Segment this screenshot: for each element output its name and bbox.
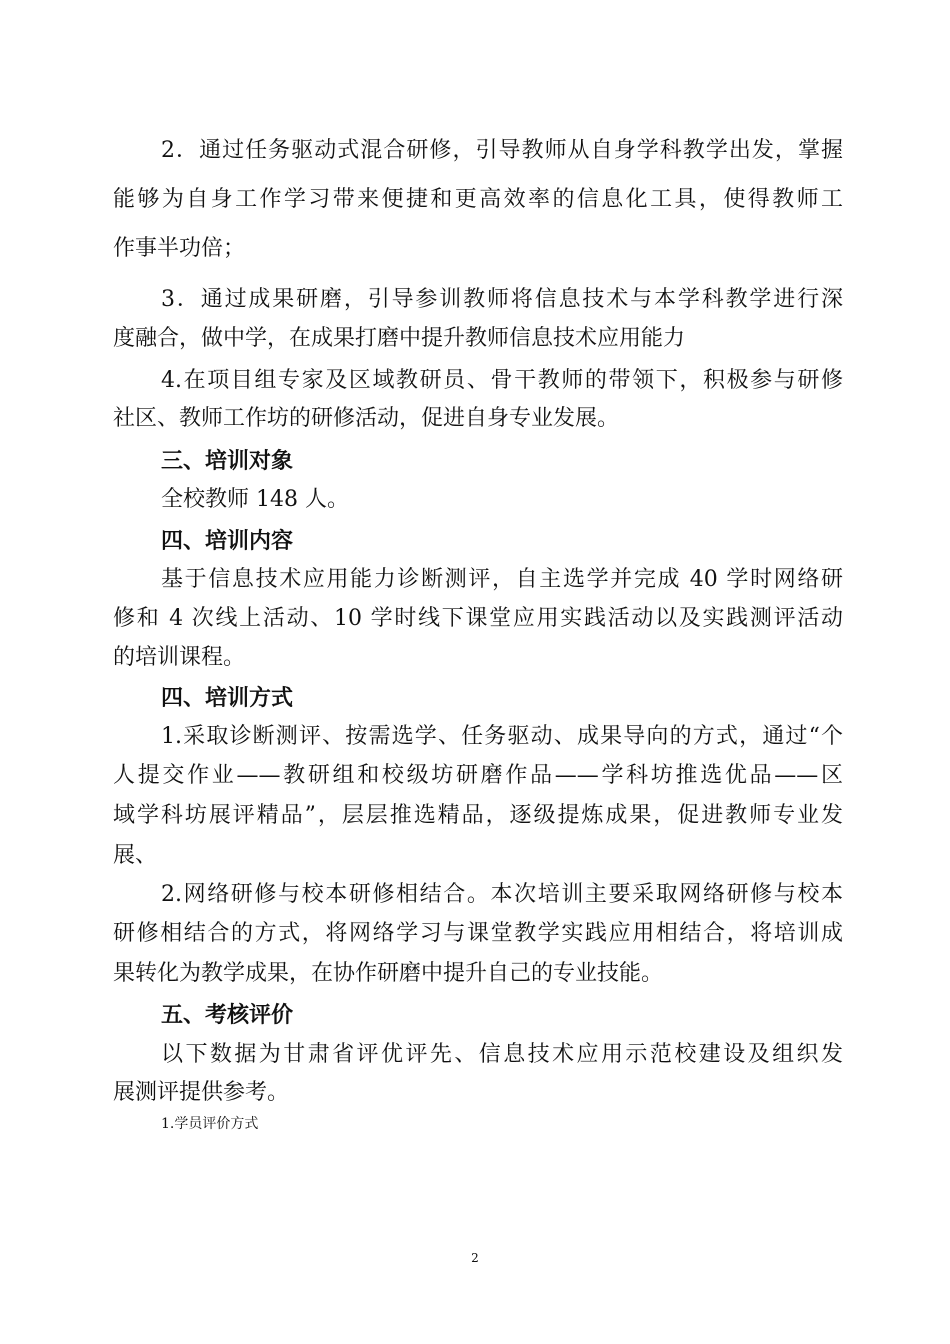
paragraph-line: 能够为自身工作学习带来便捷和更高效率的信息化工具，使得教师工 (113, 187, 843, 212)
paragraph-line: 全校教师 148 人。 (161, 487, 349, 512)
paragraph-line: 基于信息技术应用能力诊断测评，自主选学并完成 40 学时网络研 (161, 567, 843, 592)
paragraph-line: 修和 4 次线上活动、10 学时线下课堂应用实践活动以及实践测评活动 (113, 606, 843, 631)
section-heading: 三、培训对象 (161, 448, 294, 474)
paragraph-line: 的培训课程。 (113, 645, 246, 670)
page-number: 2 (471, 1251, 479, 1265)
paragraph-line: 1.采取诊断测评、按需选学、任务驱动、成果导向的方式，通过“个 (161, 724, 843, 749)
paragraph-line: 果转化为教学成果，在协作研磨中提升自己的专业技能。 (113, 961, 664, 986)
paragraph-line: 域学科坊展评精品”，层层推选精品，逐级提炼成果，促进教师专业发 (113, 803, 843, 828)
paragraph-line: 作事半功倍； (113, 236, 246, 261)
paragraph-line: 度融合，做中学，在成果打磨中提升教师信息技术应用能力 (113, 326, 686, 351)
paragraph-line: 以下数据为甘肃省评优评先、信息技术应用示范校建设及组织发 (161, 1042, 843, 1067)
paragraph-line: 2．通过任务驱动式混合研修，引导教师从自身学科教学出发，掌握 (161, 138, 843, 163)
paragraph-line: 人提交作业——教研组和校级坊研磨作品——学科坊推选优品——区 (113, 763, 843, 788)
paragraph-line: 研修相结合的方式，将网络学习与课堂教学实践应用相结合，将培训成 (113, 921, 843, 946)
paragraph-line: 展测评提供参考。 (113, 1080, 290, 1105)
section-heading: 四、培训方式 (161, 685, 294, 711)
paragraph-line: 展、 (113, 843, 158, 868)
paragraph-line: 3．通过成果研磨，引导参训教师将信息技术与本学科教学进行深 (161, 287, 843, 312)
section-heading: 五、考核评价 (161, 1002, 294, 1028)
sub-item-label: 1.学员评价方式 (161, 1116, 259, 1132)
paragraph-line: 2.网络研修与校本研修相结合。本次培训主要采取网络研修与校本 (161, 882, 843, 907)
section-heading: 四、培训内容 (161, 528, 294, 554)
paragraph-line: 社区、教师工作坊的研修活动，促进自身专业发展。 (113, 406, 620, 431)
paragraph-line: 4.在项目组专家及区域教研员、骨干教师的带领下，积极参与研修 (161, 368, 843, 393)
